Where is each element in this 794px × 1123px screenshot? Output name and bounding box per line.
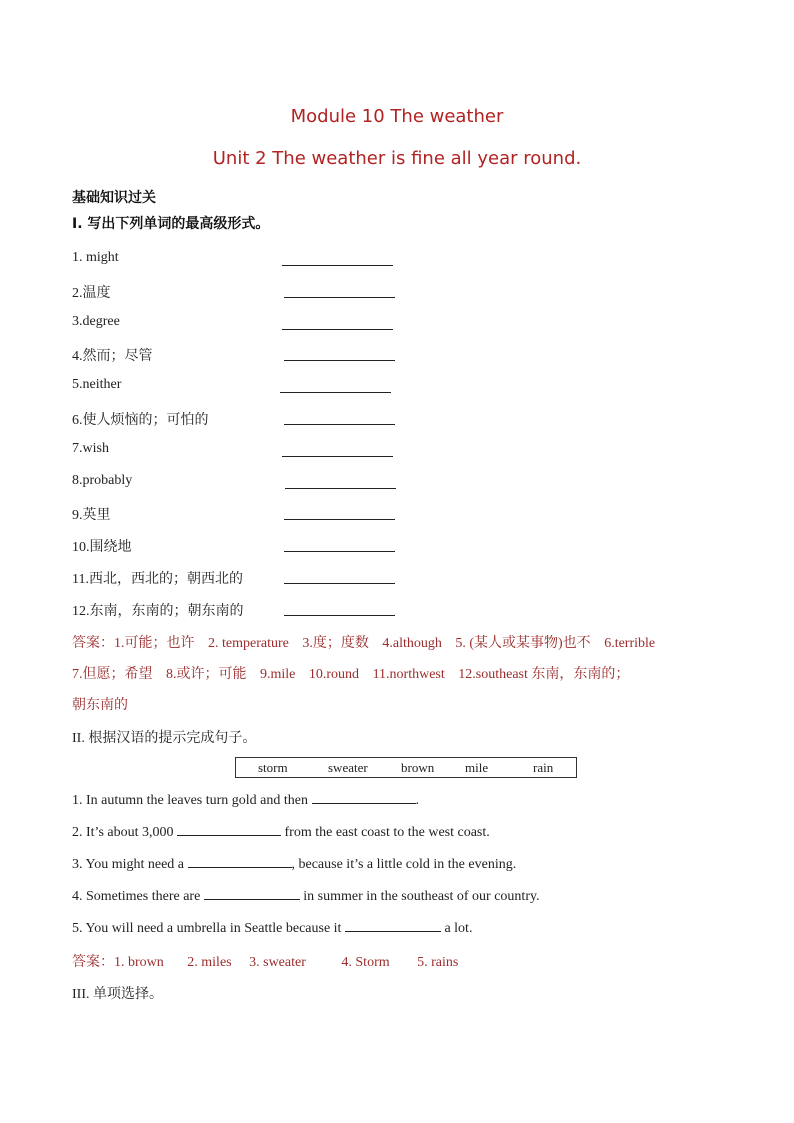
word-bank-item: storm (258, 760, 288, 775)
sentence-text: , because it’s a little cold in the evening. (291, 857, 517, 872)
answer-blank-2[interactable] (284, 297, 395, 298)
word-bank-item: mile (465, 760, 489, 775)
answer-text: 2. miles (187, 955, 232, 970)
word-bank-item: rain (533, 760, 554, 775)
answer-blank-11[interactable] (284, 583, 395, 584)
sentence-text: from the east coast to the west coast. (281, 825, 490, 840)
answer-blank-5[interactable] (280, 392, 391, 393)
answer-text: 12.southeast 东南，东南的； (458, 667, 630, 682)
part1-title: I. 写出下列单词的最高级形式。 (72, 216, 270, 232)
part1-answer-line-3: 朝东南的 (72, 698, 128, 713)
answer-blank-3[interactable] (282, 329, 393, 330)
sentence-text: . (415, 793, 419, 808)
answer-text: 4.although (382, 636, 442, 651)
word-bank-item: brown (401, 760, 435, 775)
unit-title: Unit 2 The weather is fine all year round. (212, 148, 582, 169)
answer-text: 7.但愿；希望 (72, 667, 153, 682)
module-title: Module 10 The weather (290, 106, 504, 127)
sentence-2 (72, 823, 490, 841)
sentence-3 (72, 855, 516, 873)
answer-text: 10.round (308, 667, 360, 682)
sentence-text: 3. You might need a (72, 857, 188, 872)
vocab-item-7: 7.wish (72, 441, 109, 456)
answer-text: 3.度；度数 (302, 636, 369, 651)
word-bank-box (235, 757, 577, 778)
sentence-blank[interactable] (312, 791, 416, 804)
part1-answer-line-1 (72, 632, 665, 652)
answer-text: 11.northwest (372, 667, 445, 682)
answer-text: 3. sweater (249, 955, 306, 970)
vocab-item-10: 10.围绕地 (72, 540, 132, 555)
answer-text: 2. temperature (208, 636, 289, 651)
vocab-item-1: 1. might (72, 250, 119, 265)
vocab-item-12: 12.东南，东南的；朝东南的 (72, 604, 244, 619)
part2-answers (72, 951, 468, 971)
sentence-text: 5. You will need a umbrella in Seattle because it (72, 921, 345, 936)
sentence-text: 4. Sometimes there are (72, 889, 204, 904)
answer-text: 9.mile (260, 667, 296, 682)
answer-text: 5. rains (417, 955, 459, 970)
answer-text: 5. (某人或某事物)也不 (455, 636, 591, 651)
sentence-text: 2. It’s about 3,000 (72, 825, 177, 840)
sentence-text: a lot. (440, 921, 473, 936)
answer-blank-6[interactable] (284, 424, 395, 425)
vocab-item-8: 8.probably (72, 473, 133, 488)
vocab-item-4: 4.然而；尽管 (72, 349, 153, 364)
answer-blank-10[interactable] (284, 551, 395, 552)
vocab-item-9: 9.英里 (72, 508, 111, 523)
sentence-text: 1. In autumn the leaves turn gold and then (72, 793, 312, 808)
answer-text: 答案：1.可能；也许 (72, 636, 195, 651)
sentence-1 (72, 791, 419, 809)
vocab-item-5: 5.neither (72, 377, 122, 392)
answer-text: 8.或许；可能 (166, 667, 247, 682)
sentence-blank[interactable] (188, 855, 292, 868)
sentence-blank[interactable] (345, 919, 441, 932)
answer-blank-1[interactable] (282, 265, 393, 266)
vocab-item-2: 2.温度 (72, 286, 111, 301)
answer-blank-7[interactable] (282, 456, 393, 457)
sentence-4 (72, 887, 540, 905)
part1-answer-line-2 (72, 663, 639, 683)
vocab-item-11: 11.西北，西北的；朝西北的 (72, 572, 243, 587)
sentence-blank[interactable] (204, 887, 300, 900)
answer-text: 6.terrible (604, 636, 656, 651)
part3-title: III. 单项选择。 (72, 987, 163, 1002)
answer-blank-12[interactable] (284, 615, 395, 616)
part2-title: II. 根据汉语的提示完成句子。 (72, 731, 257, 746)
answer-blank-9[interactable] (284, 519, 395, 520)
answer-text: 4. Storm (341, 955, 390, 970)
section-basic-heading: 基础知识过关 (72, 190, 156, 206)
vocab-item-3: 3.degree (72, 314, 120, 329)
answer-blank-4[interactable] (284, 360, 395, 361)
sentence-text: in summer in the southeast of our country. (299, 889, 540, 904)
vocab-item-6: 6.使人烦恼的；可怕的 (72, 413, 209, 428)
sentence-5 (72, 919, 472, 937)
word-bank-item: sweater (328, 760, 368, 775)
answer-text: 答案：1. brown (72, 955, 164, 970)
sentence-blank[interactable] (177, 823, 281, 836)
answer-blank-8[interactable] (285, 488, 396, 489)
